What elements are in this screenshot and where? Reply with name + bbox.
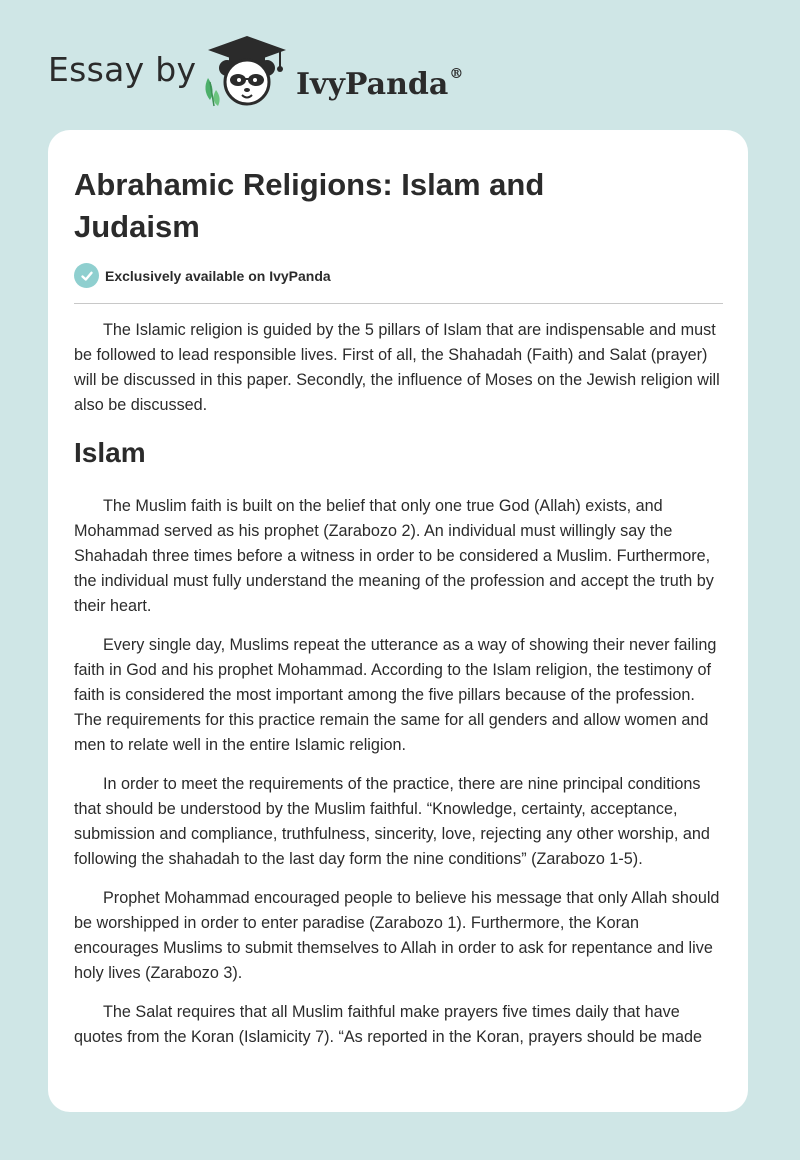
exclusive-badge bbox=[74, 263, 331, 288]
section-heading-islam: Islam bbox=[74, 437, 146, 468]
essay-card bbox=[48, 130, 748, 1112]
divider bbox=[74, 303, 723, 304]
panda-logo-icon[interactable] bbox=[200, 34, 296, 115]
body-paragraph: The Salat requires that all Muslim faithful make prayers five times daily that have quotes from the Koran (Islamicity 7). “As reported in the Koran, prayers should be made bbox=[74, 1003, 703, 1046]
essay-by-label: Essay by bbox=[48, 50, 197, 89]
brand-name[interactable] bbox=[296, 54, 463, 105]
body-paragraph: Every single day, Muslims repeat the utterance as a way of showing their never failing faith in God and his prophet Mohammad. According to the Islam religion, the testimony of faith is considered the most important among the five pillars because of the profession. The requirements for this practice remain the same for all genders and allow women and men to relate well in the entire Islamic religion. bbox=[74, 636, 717, 754]
body-paragraph: In order to meet the requirements of the practice, there are nine principal conditions that should be understood by the Muslim faithful. “Knowledge, certainty, acceptance, submission and compliance, truthfulness, sincerity, love, rejecting any other worship, and following the shahadah to the last day form the nine conditions” (Zarabozo 1-5). bbox=[74, 775, 710, 868]
essay-title: Abrahamic Religions: Islam and Judaism bbox=[74, 167, 545, 244]
registered-mark: ® bbox=[449, 66, 464, 82]
intro-paragraph: The Islamic religion is guided by the 5 pillars of Islam that are indispensable and must be followed to lead responsible lives. First of all, the Shahadah (Faith) and Salat (prayer) will be discussed in this paper. Secondly, the influence of Moses on the Jewish religion will also be discussed. bbox=[74, 321, 720, 414]
brand-text: IvyPanda bbox=[296, 67, 449, 102]
check-icon bbox=[74, 263, 99, 288]
body-paragraph: Prophet Mohammad encouraged people to believe his message that only Allah should be worshipped in order to enter paradise (Zarabozo 1). Furthermore, the Koran encourages Muslims to submit themselves to Allah in order to ask for repentance and live holy lives (Zarabozo 3). bbox=[74, 889, 720, 982]
body-paragraph: The Muslim faith is built on the belief that only one true God (Allah) exists, and Mohammad served as his prophet (Zarabozo 2). An individual must willingly say the Shahadah three times before a witness in order to be considered a Muslim. Furthermore, the individual must fully understand the meaning of the profession and accept the truth by their heart. bbox=[74, 497, 714, 615]
site-header bbox=[0, 0, 800, 130]
badge-text: Exclusively available on IvyPanda bbox=[105, 267, 331, 284]
essay-body bbox=[74, 318, 726, 1064]
